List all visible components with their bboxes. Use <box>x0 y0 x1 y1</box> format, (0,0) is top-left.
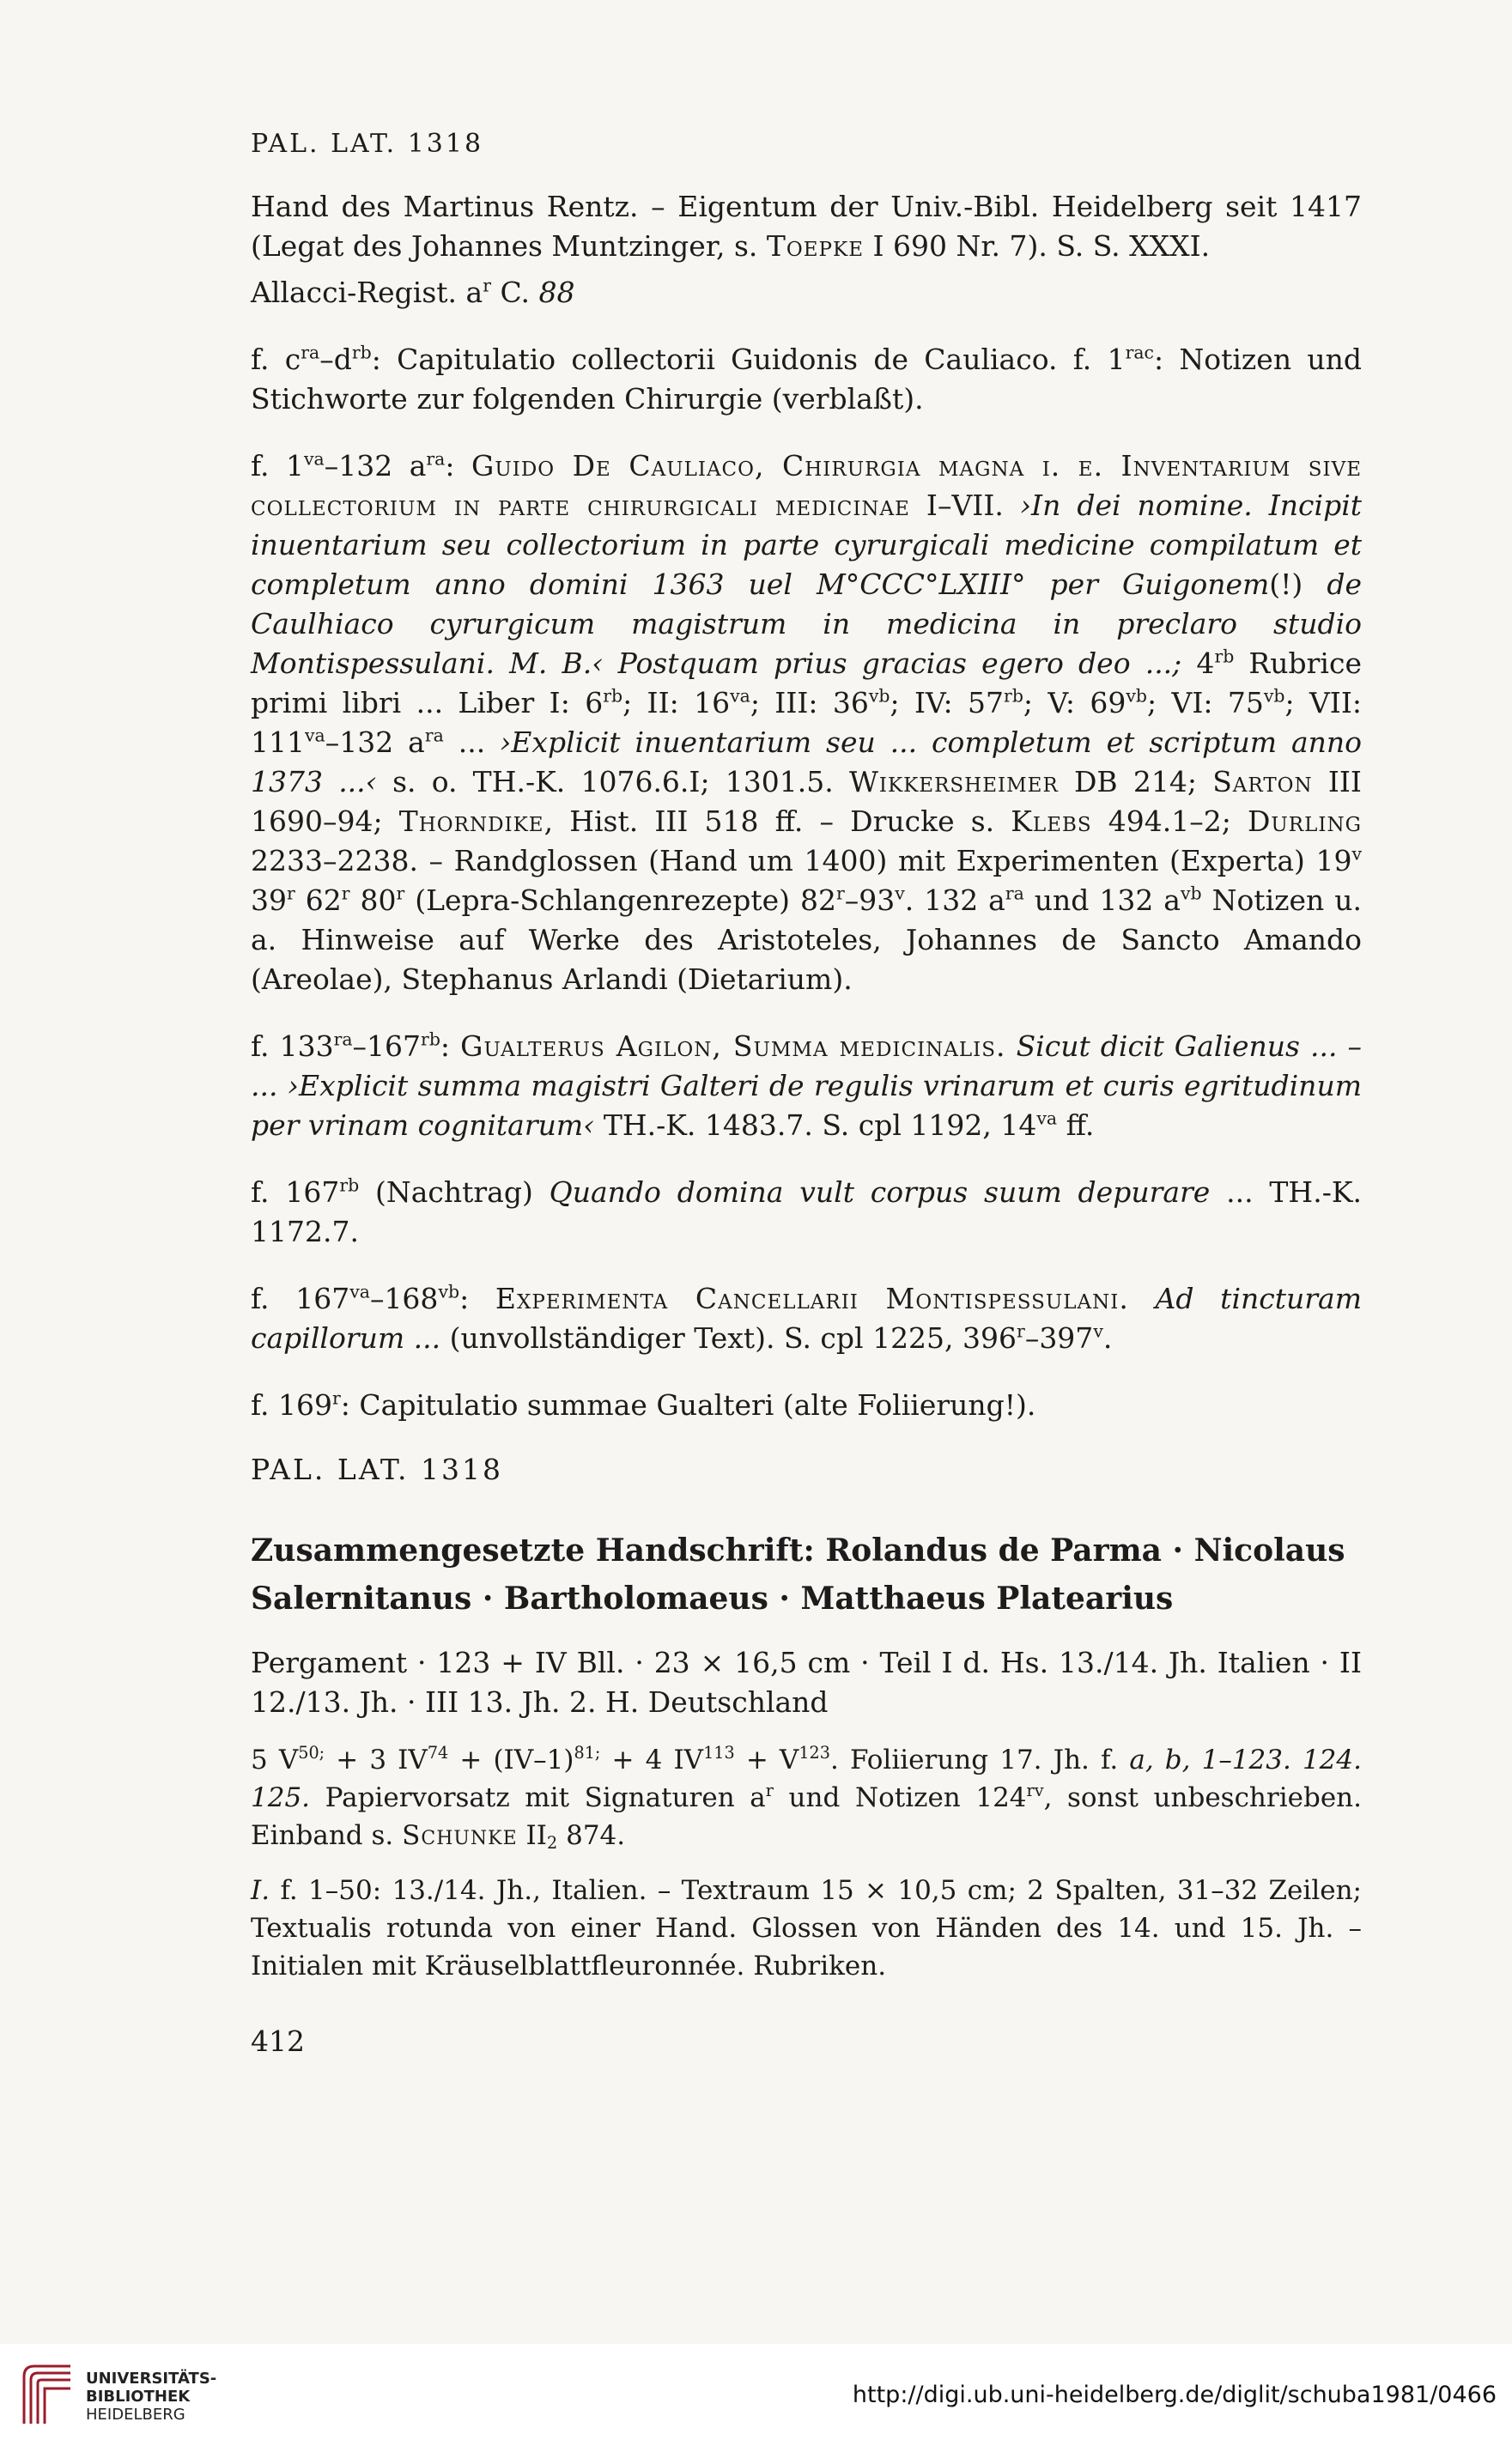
experimenta-paragraph: f. $167^{va}-168^{vb}$: Experimenta Cancellarii Montispessulani. Ad tincturam capillorum ... (unvollständiger Text). S. cpl 1225, 396$^r$–397$^v$. <box>251 1281 1362 1355</box>
chirurgia-magna-paragraph: f. $1^{va}-132$ $a^{ra}$: Guido De Cauliaco, Chirurgia magna i. e. Inventarium sive collectorium in parte chirurgicali medicinae I–VII. ›In dei nomine. Incipit inuentarium seu collectorium in parte cyrurgicali medicine compilatum et completum anno domini 1363 uel M°CCC°LXIII° per Guigonem(!) de Caulhiaco cyrurgicum magistrum in medicina in preclaro studio Montispessulani. M. B.‹ Postquam prius gracias egero deo ...; $4^{rb}$ Rubrice primi libri ... Liber I: $6^{rb}$; II: $16^{va}$; III: $36^{vb}$; IV: $57^{rb}$; V: $69^{vb}$; VI: $75^{vb}$; VII: $111^{va}-132$ $a^{ra}$ ... ›Explicit inuentarium seu ... completum et scriptum anno 1373 ...‹ s. o. TH.-K. 1076.6.I; 1301.5. Wikkersheimer DB 214; Sarton III 1690–94; Thorndike, Hist. III 518 ff. – Drucke s. Klebs 494.1–2; Durling 2233–2238. – Randglossen (Hand um 1400) mit Experimenten (Experta) 19$^v$ 39$^r$ 62$^r$ 80$^r$ (Lepra-Schlangenrezepte) 82$^r$–93$^v$. 132 $a^{ra}$ und 132 $a^{vb}$ Notizen u. a. Hinweise auf Werke des Aristoteles, Johannes de Sancto Amando (Areolae), Stephanus Arlandi (Dietarium). <box>251 448 1363 996</box>
library-logo-icon <box>17 2359 77 2428</box>
nachtrag-paragraph: f. $167^{rb}$ (Nachtrag) Quando domina vult corpus suum depurare ... TH.-K. 1172.7. <box>251 1174 1362 1248</box>
collation-paragraph: 5 $V^{50;} + 3$ $IV^{74} + (IV-1)^{81;} + 4$ $IV^{113} + V^{123}$. Foliierung 17. Jh. f. a, b, 1–123. 124. 125. Papiervorsatz mit Signaturen $a^r$ und Notizen $124^{rv}$, sonst unbeschrieben. Einband s. Schunke $II_2$ 874. <box>251 1743 1362 1853</box>
summa-medicinalis-paragraph: f. $133^{ra}-167^{rb}$: Gualterus Agilon, Summa medicinalis. Sicut dicit Galienus ... – ... ›Explicit summa magistri Galteri de regulis vrinarum et curis egritudinum per vrinam cognitarum‹ TH.-K. 1483.7. S. cpl 1192, $14^{va}$ ff. <box>251 1029 1363 1142</box>
capitulatio-paragraph: f. $c^{ra}-d^{rb}$: Capitulatio collectorii Guidonis de Cauliaco. f. $1^{rac}$: Notizen und Stichworte zur folgenden Chirurgie (verblaßt). <box>251 342 1362 416</box>
physical-description: Pergament · 123 + IV Bll. · 23 × 16,5 cm · Teil I d. Hs. 13./14. Jh. Italien · II 12./13. Jh. · III 13. Jh. 2. H. Deutschland <box>251 1646 1362 1719</box>
capitulatio-summae-paragraph: f. 169$^r$: Capitulatio summae Gualteri (alte Foliierung!). <box>251 1387 1036 1422</box>
allacci-register-line: Allacci-Regist. $a^r$ C. 88 <box>251 275 575 309</box>
manuscript-title: Zusammengesetzte Handschrift: Rolandus de Parma · Nicolaus Salernitanus · Bartholomaeus · Matthaeus Platearius <box>251 1533 1345 1617</box>
section-header: PAL. LAT. 1318 <box>251 1453 503 1486</box>
page-number: 412 <box>251 2024 305 2058</box>
provenance-paragraph: Hand des Martinus Rentz. – Eigentum der Univ.-Bibl. Heidelberg seit 1417 (Legat des Johannes Muntzinger, s. Toepke I 690 Nr. 7). S. S. XXXI. <box>251 190 1362 263</box>
library-name: UNIVERSITÄTS- BIBLIOTHEK HEIDELBERG <box>86 2370 217 2424</box>
text-column <box>251 187 1362 1425</box>
part-one-paragraph: I. f. 1–50: 13./14. Jh., Italien. – Textraum 15 × 10,5 cm; 2 Spalten, 31–32 Zeilen; Textualis rotunda von einer Hand. Glossen von Händen des 14. und 15. Jh. – Initialen mit Kräuselblattfleuronnée. Rubriken. <box>251 1875 1362 1982</box>
description-column <box>251 1643 1362 1985</box>
source-url-link[interactable]: http://digi.ub.uni-heidelberg.de/diglit/schuba1981/0466 <box>852 2382 1497 2408</box>
library-footer <box>0 2344 1512 2446</box>
running-header: PAL. LAT. 1318 <box>251 129 484 159</box>
